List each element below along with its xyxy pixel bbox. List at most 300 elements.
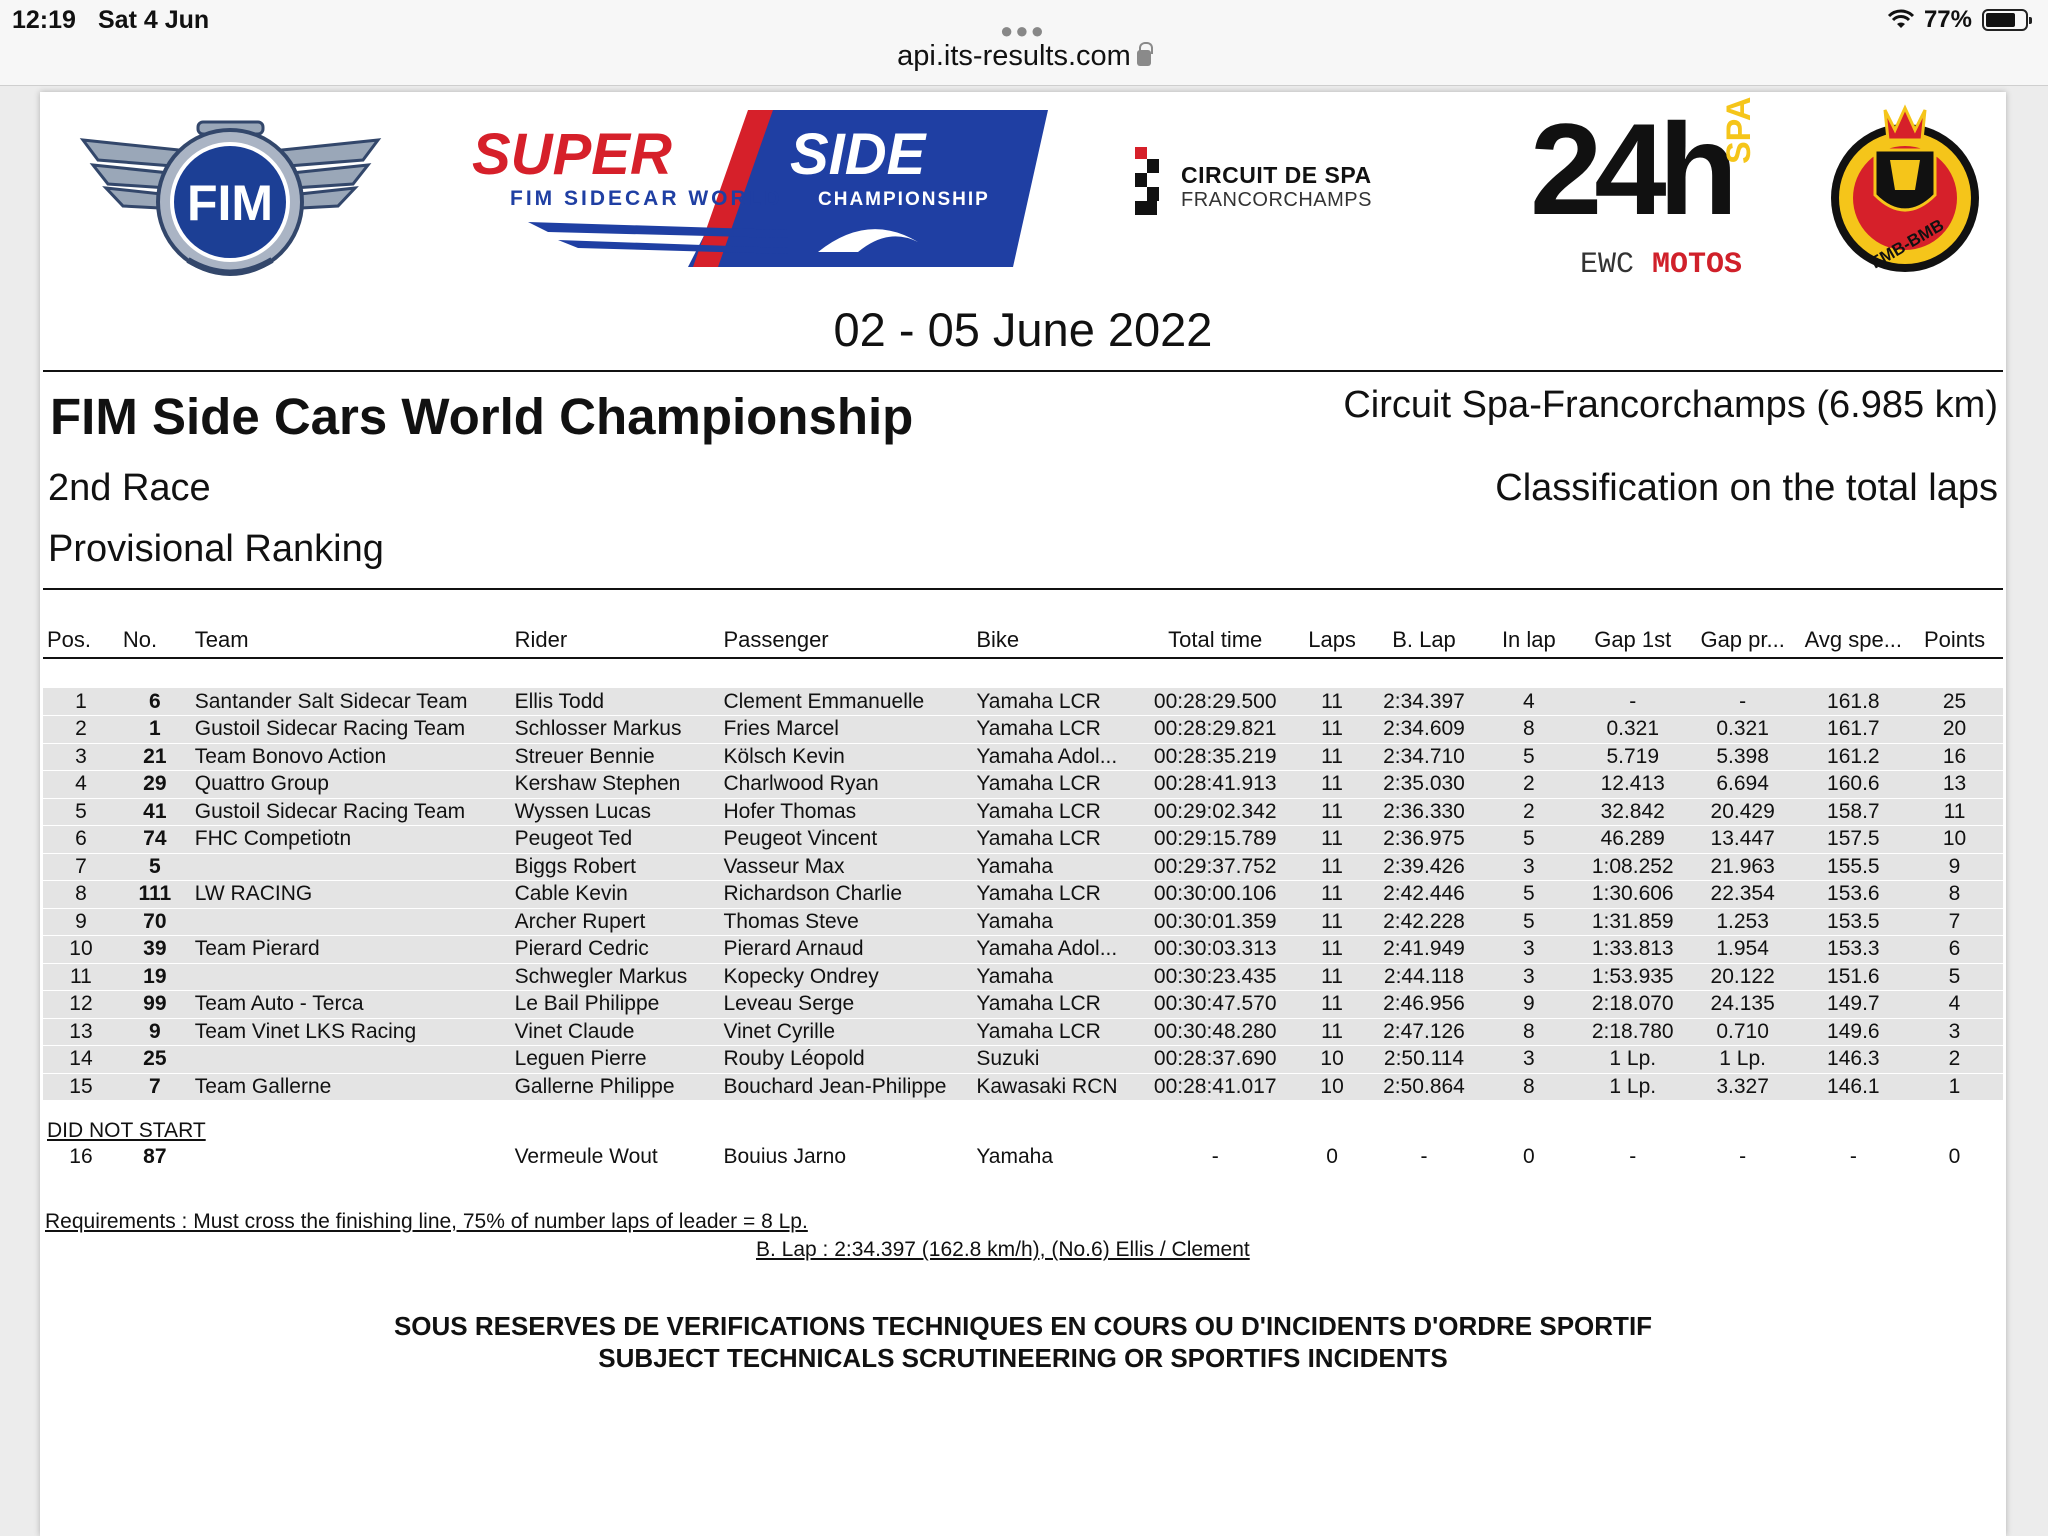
cell-total-time: 00:28:41.017 (1137, 1073, 1293, 1101)
cell-in-lap: 5 (1477, 826, 1581, 854)
cell-team: Gustoil Sidecar Racing Team (191, 798, 511, 826)
cell-best-lap: 2:34.397 (1371, 688, 1477, 716)
cell-team: Team Pierard (191, 936, 511, 964)
cell-gap-first: 1 Lp. (1581, 1046, 1685, 1074)
cell-gap-first: - (1629, 1144, 1637, 1168)
cell-gap-first: 46.289 (1581, 826, 1685, 854)
cell-gap-prev: 5.398 (1685, 743, 1801, 771)
cell-team (191, 853, 511, 881)
cell-bike: Kawasaki RCN (972, 1073, 1137, 1101)
cell-passenger: Fries Marcel (719, 716, 972, 744)
cell-in-lap: 3 (1477, 963, 1581, 991)
cell-gap-prev: 21.963 (1685, 853, 1801, 881)
table-row (43, 798, 2003, 826)
dns-label-row (43, 1101, 2003, 1144)
cell-total-time: 00:30:00.106 (1137, 881, 1293, 909)
cell-pos: 1 (43, 688, 119, 716)
cell-team: Santander Salt Sidecar Team (191, 688, 511, 716)
cell-bike: Yamaha LCR (972, 688, 1137, 716)
cell-points: 25 (1906, 688, 2003, 716)
battery-icon (1982, 9, 2028, 31)
cell-in-lap: 8 (1477, 1073, 1581, 1101)
cell-passenger: Peugeot Vincent (719, 826, 972, 854)
best-lap-note: B. Lap : 2:34.397 (162.8 km/h), (No.6) Ellis / Clement (756, 1238, 1250, 1261)
cell-best-lap: 2:41.949 (1371, 936, 1477, 964)
requirements-note: Requirements : Must cross the finishing line, 75% of number laps of leader = 8 Lp. (45, 1210, 808, 1233)
cell-laps: 11 (1293, 963, 1371, 991)
cell-team: FHC Competiotn (191, 826, 511, 854)
cell-bike: Yamaha Adol... (972, 743, 1137, 771)
cell-gap-first: 1:31.859 (1581, 908, 1685, 936)
cell-gap-first: 1 Lp. (1581, 1073, 1685, 1101)
cell-gap-prev: 6.694 (1685, 771, 1801, 799)
col-header-in-lap[interactable]: In lap (1477, 620, 1581, 658)
cell-best-lap: - (1420, 1144, 1428, 1168)
cell-total-time: 00:30:48.280 (1137, 1018, 1293, 1046)
cell-total-time: 00:30:47.570 (1137, 991, 1293, 1019)
cell-gap-first: 1:08.252 (1581, 853, 1685, 881)
cell-passenger: Bouius Jarno (723, 1144, 847, 1168)
cell-points: 6 (1906, 936, 2003, 964)
status-time: 12:19 (12, 6, 76, 34)
cell-number: 111 (119, 881, 191, 909)
url-bar[interactable] (0, 40, 2048, 73)
cell-pos: 15 (43, 1073, 119, 1101)
cell-team: Team Bonovo Action (191, 743, 511, 771)
cell-gap-prev: - (1685, 688, 1801, 716)
cell-passenger: Hofer Thomas (719, 798, 972, 826)
cell-total-time: 00:29:37.752 (1137, 853, 1293, 881)
cell-rider: Archer Rupert (511, 908, 720, 936)
cell-laps: 11 (1293, 881, 1371, 909)
results-document (40, 92, 2006, 1536)
cell-rider: Wyssen Lucas (511, 798, 720, 826)
cell-passenger: Kölsch Kevin (719, 743, 972, 771)
cell-gap-first: 2:18.780 (1581, 1018, 1685, 1046)
col-header-gap-first[interactable]: Gap 1st (1581, 620, 1685, 658)
table-row (43, 1143, 2003, 1171)
cell-passenger: Thomas Steve (719, 908, 972, 936)
cell-laps: 11 (1293, 716, 1371, 744)
event-dates: 02 - 05 June 2022 (833, 303, 1213, 356)
cell-total-time: 00:30:01.359 (1137, 908, 1293, 936)
cell-pos: 11 (43, 963, 119, 991)
cell-bike: Yamaha (972, 853, 1137, 881)
cell-laps: 11 (1293, 936, 1371, 964)
cell-number: 74 (119, 826, 191, 854)
cell-avg-speed: 153.5 (1801, 908, 1906, 936)
cell-rider: Schwegler Markus (511, 963, 720, 991)
cell-best-lap: 2:36.330 (1371, 798, 1477, 826)
cell-best-lap: 2:35.030 (1371, 771, 1477, 799)
cell-gap-prev: 0.710 (1685, 1018, 1801, 1046)
cell-team (191, 908, 511, 936)
ewc-24h-logo (1530, 94, 1758, 284)
cell-in-lap: 9 (1477, 991, 1581, 1019)
cell-passenger: Vasseur Max (719, 853, 972, 881)
cell-gap-first: 0.321 (1581, 716, 1685, 744)
cell-total-time: 00:30:23.435 (1137, 963, 1293, 991)
cell-pos: 7 (43, 853, 119, 881)
cell-passenger: Richardson Charlie (719, 881, 972, 909)
cell-gap-first: 5.719 (1581, 743, 1685, 771)
cell-laps: 11 (1293, 991, 1371, 1019)
cell-number: 70 (119, 908, 191, 936)
cell-pos: 16 (69, 1144, 93, 1168)
checkered-flag-icon (1135, 147, 1169, 227)
cell-gap-first: - (1581, 688, 1685, 716)
fmb-logo-text: FMB-BMB (1867, 215, 1948, 273)
cell-best-lap: 2:50.114 (1371, 1046, 1477, 1074)
cell-laps: 11 (1293, 826, 1371, 854)
cell-in-lap: 5 (1477, 743, 1581, 771)
cell-laps: 11 (1293, 853, 1371, 881)
cell-passenger: Kopecky Ondrey (719, 963, 972, 991)
divider-header (43, 588, 2003, 590)
cell-avg-speed: 151.6 (1801, 963, 1906, 991)
cell-rider: Le Bail Philippe (511, 991, 720, 1019)
cell-bike: Yamaha (976, 1144, 1054, 1168)
table-row (43, 1073, 2003, 1101)
wifi-icon (1888, 11, 1914, 29)
disclaimer-fr: SOUS RESERVES DE VERIFICATIONS TECHNIQUES EN COURS OU D'INCIDENTS D'ORDRE SPORTIF (393, 1311, 1653, 1341)
cell-passenger: Clement Emmanuelle (719, 688, 972, 716)
circuit-name: Circuit Spa-Francorchamps (6.985 km) (1343, 384, 1998, 426)
cell-points: 4 (1906, 991, 2003, 1019)
col-header-bike[interactable]: Bike (972, 620, 1137, 658)
cell-bike: Yamaha Adol... (972, 936, 1137, 964)
cell-best-lap: 2:36.975 (1371, 826, 1477, 854)
results-table (43, 620, 2003, 1171)
cell-number: 7 (119, 1073, 191, 1101)
cell-rider: Ellis Todd (511, 688, 720, 716)
cell-passenger: Charlwood Ryan (719, 771, 972, 799)
cell-pos: 13 (43, 1018, 119, 1046)
cell-bike: Yamaha (972, 908, 1137, 936)
cell-total-time: 00:29:15.789 (1137, 826, 1293, 854)
table-row (43, 771, 2003, 799)
cell-avg-speed: 146.3 (1801, 1046, 1906, 1074)
cell-avg-speed: 149.7 (1801, 991, 1906, 1019)
dns-label: DID NOT START (47, 1119, 206, 1142)
cell-avg-speed: 161.8 (1801, 688, 1906, 716)
cell-pos: 10 (43, 936, 119, 964)
col-header-points[interactable]: Points (1906, 620, 2003, 658)
cell-team (191, 1046, 511, 1074)
cell-best-lap: 2:46.956 (1371, 991, 1477, 1019)
cell-points: 11 (1906, 798, 2003, 826)
cell-passenger: Vinet Cyrille (719, 1018, 972, 1046)
cell-number: 21 (119, 743, 191, 771)
col-header-laps[interactable]: Laps (1293, 620, 1371, 658)
cell-team: Team Gallerne (191, 1073, 511, 1101)
cell-points: 3 (1906, 1018, 2003, 1046)
ranking-status: Provisional Ranking (48, 528, 384, 570)
disclaimer-notice (40, 1310, 2006, 1374)
cell-rider: Peugeot Ted (511, 826, 720, 854)
cell-bike: Yamaha LCR (972, 1018, 1137, 1046)
cell-gap-first: 1:53.935 (1581, 963, 1685, 991)
cell-bike: Yamaha LCR (972, 991, 1137, 1019)
cell-bike: Yamaha LCR (972, 798, 1137, 826)
cell-bike: Yamaha LCR (972, 826, 1137, 854)
cell-in-lap: 3 (1477, 853, 1581, 881)
cell-in-lap: 2 (1477, 771, 1581, 799)
table-header-row (43, 620, 2003, 658)
fim-logo-text: FIM (186, 175, 274, 231)
cell-pos: 2 (43, 716, 119, 744)
cell-best-lap: 2:34.609 (1371, 716, 1477, 744)
lock-icon (1137, 50, 1151, 66)
col-header-pos[interactable]: Pos. (43, 620, 119, 658)
more-dots-icon[interactable]: ●●● (1000, 18, 1046, 43)
cell-laps: 11 (1293, 688, 1371, 716)
cell-gap-prev: 22.354 (1685, 881, 1801, 909)
spacer-row (43, 658, 2003, 688)
cell-total-time: 00:28:41.913 (1137, 771, 1293, 799)
cell-bike: Yamaha (972, 963, 1137, 991)
cell-points: 9 (1906, 853, 2003, 881)
superside-sub-left: FIM SIDECAR WORLD (510, 187, 783, 210)
spa-logo-line1: CIRCUIT DE SPA (1181, 162, 1372, 188)
cell-gap-prev: 20.429 (1685, 798, 1801, 826)
cell-gap-prev: 0.321 (1685, 716, 1801, 744)
cell-team: Team Vinet LKS Racing (191, 1018, 511, 1046)
cell-in-lap: 0 (1523, 1144, 1535, 1168)
cell-bike: Yamaha LCR (972, 881, 1137, 909)
cell-gap-prev: 1.954 (1685, 936, 1801, 964)
cell-gap-prev: 3.327 (1685, 1073, 1801, 1101)
cell-in-lap: 3 (1477, 1046, 1581, 1074)
cell-rider: Gallerne Philippe (511, 1073, 720, 1101)
ewc-text: EWC (1580, 248, 1635, 282)
col-header-team[interactable]: Team (191, 620, 511, 658)
cell-bike: Suzuki (972, 1046, 1137, 1074)
col-header-gap-prev[interactable]: Gap pr... (1685, 620, 1801, 658)
circuit-spa-logo (1135, 147, 1372, 227)
col-header-total-time[interactable]: Total time (1137, 620, 1293, 658)
cell-avg-speed: 146.1 (1801, 1073, 1906, 1101)
cell-number: 19 (119, 963, 191, 991)
cell-avg-speed: 160.6 (1801, 771, 1906, 799)
cell-best-lap: 2:47.126 (1371, 1018, 1477, 1046)
spacer-cell (43, 658, 2003, 688)
table-row (43, 688, 2003, 716)
cell-laps: 11 (1293, 798, 1371, 826)
cell-passenger: Pierard Arnaud (719, 936, 972, 964)
cell-team: Team Auto - Terca (191, 991, 511, 1019)
superside-logo (468, 102, 1068, 277)
sponsor-logos (40, 92, 2006, 302)
battery-fill (1986, 13, 2015, 27)
cell-pos: 4 (43, 771, 119, 799)
cell-in-lap: 8 (1477, 716, 1581, 744)
cell-gap-prev: 13.447 (1685, 826, 1801, 854)
cell-pos: 14 (43, 1046, 119, 1074)
race-name: 2nd Race (48, 467, 211, 509)
url-text[interactable]: api.its-results.com (897, 40, 1131, 72)
cell-in-lap: 5 (1477, 908, 1581, 936)
cell-rider: Pierard Cedric (511, 936, 720, 964)
cell-best-lap: 2:44.118 (1371, 963, 1477, 991)
cell-passenger: Rouby Léopold (719, 1046, 972, 1074)
cell-best-lap: 2:50.864 (1371, 1073, 1477, 1101)
cell-rider: Kershaw Stephen (511, 771, 720, 799)
cell-total-time: 00:28:35.219 (1137, 743, 1293, 771)
cell-number: 1 (119, 716, 191, 744)
table-row (43, 743, 2003, 771)
fmb-logo (1820, 100, 1990, 280)
cell-points: 0 (1948, 1144, 1961, 1168)
cell-pos: 5 (43, 798, 119, 826)
cell-total-time: - (1211, 1144, 1219, 1168)
cell-laps: 0 (1326, 1144, 1338, 1168)
classification-type: Classification on the total laps (1495, 467, 1998, 509)
superside-side-text: SIDE (790, 122, 926, 187)
ewc-spa-text: SPA (1720, 96, 1758, 164)
cell-number: 87 (143, 1144, 167, 1168)
cell-best-lap: 2:42.446 (1371, 881, 1477, 909)
cell-gap-prev: 1 Lp. (1685, 1046, 1801, 1074)
cell-gap-first: 12.413 (1581, 771, 1685, 799)
cell-laps: 11 (1293, 1018, 1371, 1046)
col-header-best-lap[interactable]: B. Lap (1371, 620, 1477, 658)
cell-team (191, 1143, 511, 1171)
cell-best-lap: 2:39.426 (1371, 853, 1477, 881)
cell-gap-prev: 24.135 (1685, 991, 1801, 1019)
superside-super-text: SUPER (472, 122, 672, 187)
cell-gap-prev: 1.253 (1685, 908, 1801, 936)
table-row (43, 1046, 2003, 1074)
cell-avg-speed: 153.6 (1801, 881, 1906, 909)
cell-points: 2 (1906, 1046, 2003, 1074)
fim-logo (78, 110, 383, 285)
cell-avg-speed: - (1849, 1144, 1857, 1168)
cell-total-time: 00:30:03.313 (1137, 936, 1293, 964)
cell-gap-prev: - (1739, 1144, 1747, 1168)
status-date: Sat 4 Jun (98, 6, 210, 34)
championship-title: FIM Side Cars World Championship (50, 388, 914, 445)
cell-number: 41 (119, 798, 191, 826)
cell-avg-speed: 158.7 (1801, 798, 1906, 826)
ewc-24h-text: 24h (1530, 96, 1731, 242)
status-indicators (1888, 6, 2028, 34)
cell-gap-first: 1:33.813 (1581, 936, 1685, 964)
battery-percent: 77% (1923, 6, 1972, 33)
cell-pos: 6 (43, 826, 119, 854)
cell-gap-first: 1:30.606 (1581, 881, 1685, 909)
cell-rider: Vermeule Wout (514, 1144, 658, 1168)
cell-bike: Yamaha LCR (972, 716, 1137, 744)
cell-team: Gustoil Sidecar Racing Team (191, 716, 511, 744)
cell-points: 13 (1906, 771, 2003, 799)
cell-bike: Yamaha LCR (972, 771, 1137, 799)
cell-number: 9 (119, 1018, 191, 1046)
motos-text: MOTOS (1652, 248, 1743, 282)
spa-logo-line2: FRANCORCHAMPS (1181, 189, 1372, 211)
cell-laps: 10 (1293, 1046, 1371, 1074)
col-header-rider[interactable]: Rider (511, 620, 720, 658)
col-header-no[interactable]: No. (119, 620, 191, 658)
cell-rider: Vinet Claude (511, 1018, 720, 1046)
cell-points: 7 (1906, 908, 2003, 936)
table-row (43, 1018, 2003, 1046)
cell-pos: 9 (43, 908, 119, 936)
cell-avg-speed: 157.5 (1801, 826, 1906, 854)
cell-laps: 11 (1293, 743, 1371, 771)
cell-passenger: Bouchard Jean-Philippe (719, 1073, 972, 1101)
browser-status-bar (0, 0, 2048, 86)
cell-avg-speed: 161.2 (1801, 743, 1906, 771)
cell-avg-speed: 161.7 (1801, 716, 1906, 744)
col-header-avg-speed[interactable]: Avg spe... (1801, 620, 1906, 658)
cell-points: 20 (1906, 716, 2003, 744)
disclaimer-en: SUBJECT TECHNICALS SCRUTINEERING OR SPORTIFS INCIDENTS (598, 1343, 1448, 1373)
cell-pos: 8 (43, 881, 119, 909)
cell-points: 16 (1906, 743, 2003, 771)
cell-total-time: 00:28:37.690 (1137, 1046, 1293, 1074)
table-row (43, 826, 2003, 854)
cell-rider: Cable Kevin (511, 881, 720, 909)
cell-number: 5 (119, 853, 191, 881)
cell-in-lap: 4 (1477, 688, 1581, 716)
cell-total-time: 00:28:29.821 (1137, 716, 1293, 744)
table-row (43, 908, 2003, 936)
cell-best-lap: 2:34.710 (1371, 743, 1477, 771)
cell-number: 25 (119, 1046, 191, 1074)
cell-number: 6 (119, 688, 191, 716)
cell-in-lap: 3 (1477, 936, 1581, 964)
cell-points: 5 (1906, 963, 2003, 991)
cell-team (191, 963, 511, 991)
cell-in-lap: 8 (1477, 1018, 1581, 1046)
cell-number: 99 (119, 991, 191, 1019)
cell-laps: 11 (1293, 771, 1371, 799)
cell-points: 1 (1906, 1073, 2003, 1101)
cell-avg-speed: 155.5 (1801, 853, 1906, 881)
cell-gap-first: 2:18.070 (1581, 991, 1685, 1019)
table-row (43, 936, 2003, 964)
divider-top (43, 370, 2003, 372)
cell-laps: 11 (1293, 908, 1371, 936)
cell-passenger: Leveau Serge (719, 991, 972, 1019)
classified-rows (43, 658, 2003, 1101)
superside-sub-right: CHAMPIONSHIP (818, 189, 990, 210)
col-header-passenger[interactable]: Passenger (719, 620, 972, 658)
cell-in-lap: 5 (1477, 881, 1581, 909)
cell-rider: Schlosser Markus (511, 716, 720, 744)
cell-total-time: 00:28:29.500 (1137, 688, 1293, 716)
cell-team: Quattro Group (191, 771, 511, 799)
cell-pos: 3 (43, 743, 119, 771)
table-row (43, 716, 2003, 744)
cell-team: LW RACING (191, 881, 511, 909)
table-row (43, 991, 2003, 1019)
cell-avg-speed: 153.3 (1801, 936, 1906, 964)
cell-rider: Streuer Bennie (511, 743, 720, 771)
cell-rider: Biggs Robert (511, 853, 720, 881)
cell-avg-speed: 149.6 (1801, 1018, 1906, 1046)
table-row (43, 881, 2003, 909)
dns-rows (43, 1101, 2003, 1171)
cell-in-lap: 2 (1477, 798, 1581, 826)
cell-gap-first: 32.842 (1581, 798, 1685, 826)
table-row (43, 963, 2003, 991)
cell-pos: 12 (43, 991, 119, 1019)
cell-number: 39 (119, 936, 191, 964)
table-row (43, 853, 2003, 881)
cell-best-lap: 2:42.228 (1371, 908, 1477, 936)
